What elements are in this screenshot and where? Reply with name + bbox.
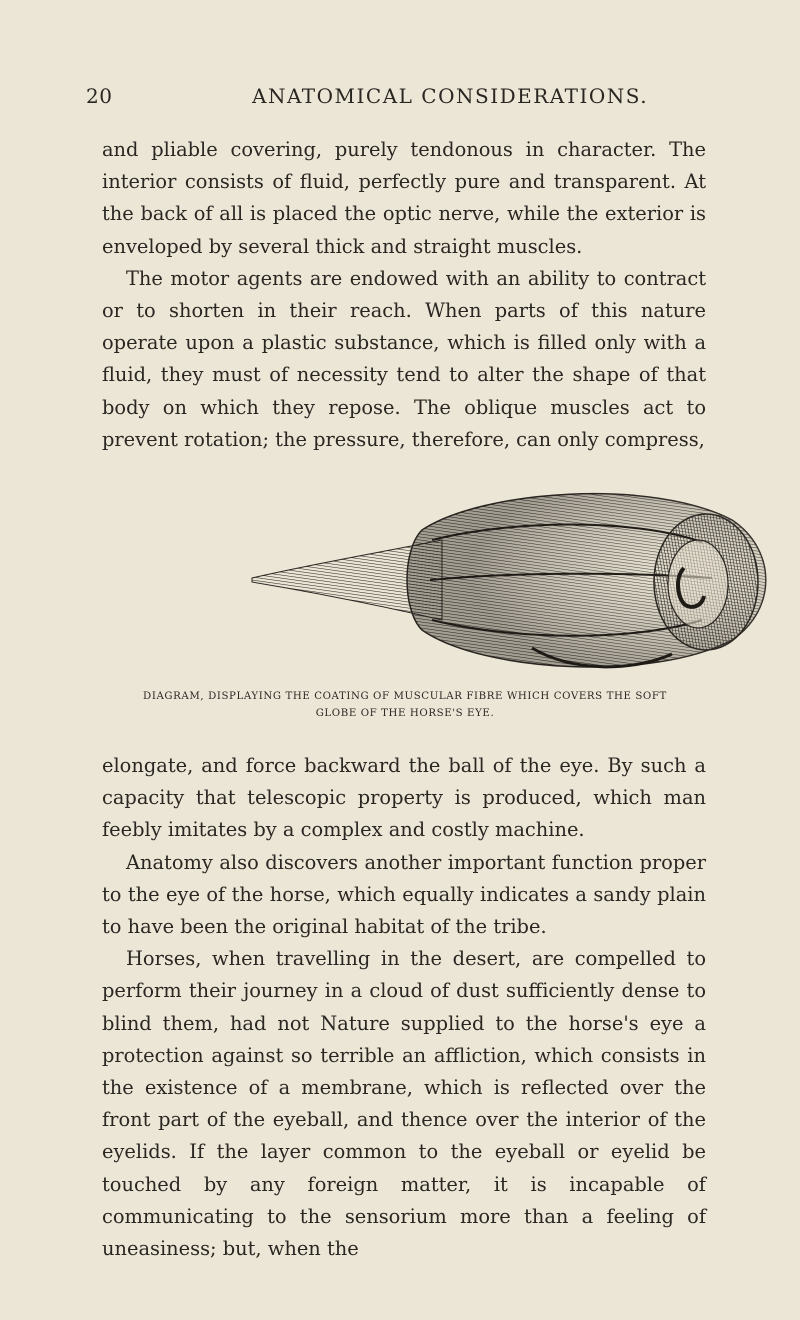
muscle-diagram: [232, 480, 772, 680]
caption-line: DIAGRAM, DISPLAYING THE COATING OF MUSCULAR FIBRE WHICH COVERS THE SOFT: [143, 691, 667, 702]
body-text-top: [102, 134, 706, 456]
page-header: [0, 84, 800, 124]
paragraph: Horses, when travelling in the desert, are compelled to perform their journey in a cloud of dust sufficiently dense to blind them, had not Nature supplied to the horse's eye a protection against so terrible an affliction, which consists in the existence of a membrane, which is reflected over the front part of the eyeball, and thence over the interior of the eyelids. If the layer common to the eyeball or eyelid be touched by any foreign matter, it is incapable of communicating to the sensorium more than a feeling of uneasiness; but, when the: [102, 947, 706, 1261]
caption-line: GLOBE OF THE HORSE'S EYE.: [315, 708, 495, 719]
running-title: ANATOMICAL CONSIDERATIONS.: [252, 84, 649, 108]
paragraph: Anatomy also discovers another important function proper to the eye of the horse, which equally indicates a sandy plain to have been the original habitat of the tribe.: [102, 850, 706, 939]
paragraph: elongate, and force backward the ball of the eye. By such a capacity that telescopic property is produced, which man feebly imitates by a complex and costly machine.: [102, 754, 706, 842]
body-text-bottom: [102, 750, 706, 1265]
paragraph: The motor agents are endowed with an ability to contract or to shorten in their reach. When parts of this nature operate upon a plastic substance, which is filled only with a fluid, they must of necessity tend to alter the shape of that body on which they repose. The oblique muscles act to prevent rotation; the pressure, therefore, can only compress,: [102, 266, 706, 451]
horse-eye-muscle-engraving-icon: [232, 480, 772, 680]
paragraph: and pliable covering, purely tendonous in character. The interior consists of fluid, perfectly pure and transparent. At the back of all is placed the optic nerve, while the exterior is enveloped by several thick and straight muscles.: [102, 138, 706, 258]
figure-caption: [100, 688, 710, 722]
page-number: 20: [86, 84, 113, 108]
